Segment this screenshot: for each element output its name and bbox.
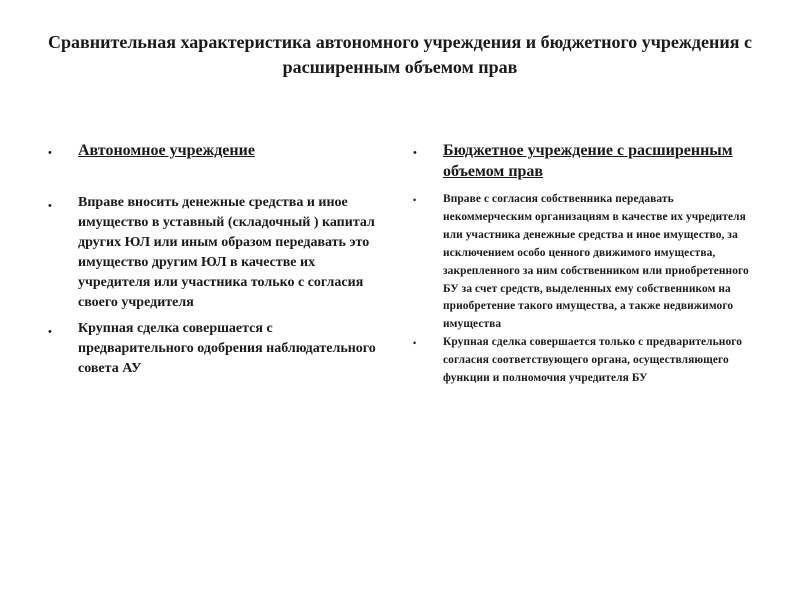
list-item-text: Крупная сделка совершается только с предварительного согласия соответствующего органа, осуществляющего функции и полномочия учредителя БУ — [443, 336, 743, 385]
list-item-text: Крупная сделка совершается с предварительного одобрения наблюдательного совета АУ — [78, 321, 376, 376]
column-heading-text: Бюджетное учреждение с расширенным объемом прав — [443, 142, 733, 180]
list-item-text: Вправе вносить денежные средства и иное имущество в уставный (складочный ) капитал других ЮЛ или иным образом передавать это имущество другим ЮЛ в качестве их учредителя или участника только с согласия своего учредителя — [78, 195, 375, 310]
column-heading-text: Автономное учреждение — [78, 142, 255, 159]
list-item — [48, 193, 388, 313]
column-budget — [413, 140, 758, 388]
bullet-icon: • — [48, 326, 52, 338]
bullet-icon: • — [413, 195, 417, 205]
bullet-icon: • — [48, 147, 52, 159]
column-heading — [413, 140, 758, 182]
bullet-list — [48, 140, 388, 379]
bullet-icon: • — [48, 200, 52, 212]
column-heading — [48, 140, 388, 161]
slide-title: Сравнительная характеристика автономного учреждения и бюджетного учреждения с расширенным объемом прав — [48, 32, 752, 77]
bullet-icon: • — [413, 147, 417, 159]
list-item-text: Вправе с согласия собственника передавать некоммерческим организациям в качестве их учредителя или участника денежные средства и иное имущество, за исключением особо ценного движимого имущества, закрепленного за ним собственником или приобретенного БУ за счет средств, выделенных ему собственником на приобретение такого имущества, а также недвижимого имущества — [443, 193, 749, 331]
column-autonomous — [48, 140, 388, 379]
list-item — [48, 319, 388, 379]
bullet-list — [413, 140, 758, 388]
list-item — [413, 191, 758, 334]
list-item — [413, 334, 758, 388]
bullet-icon: • — [413, 338, 417, 349]
